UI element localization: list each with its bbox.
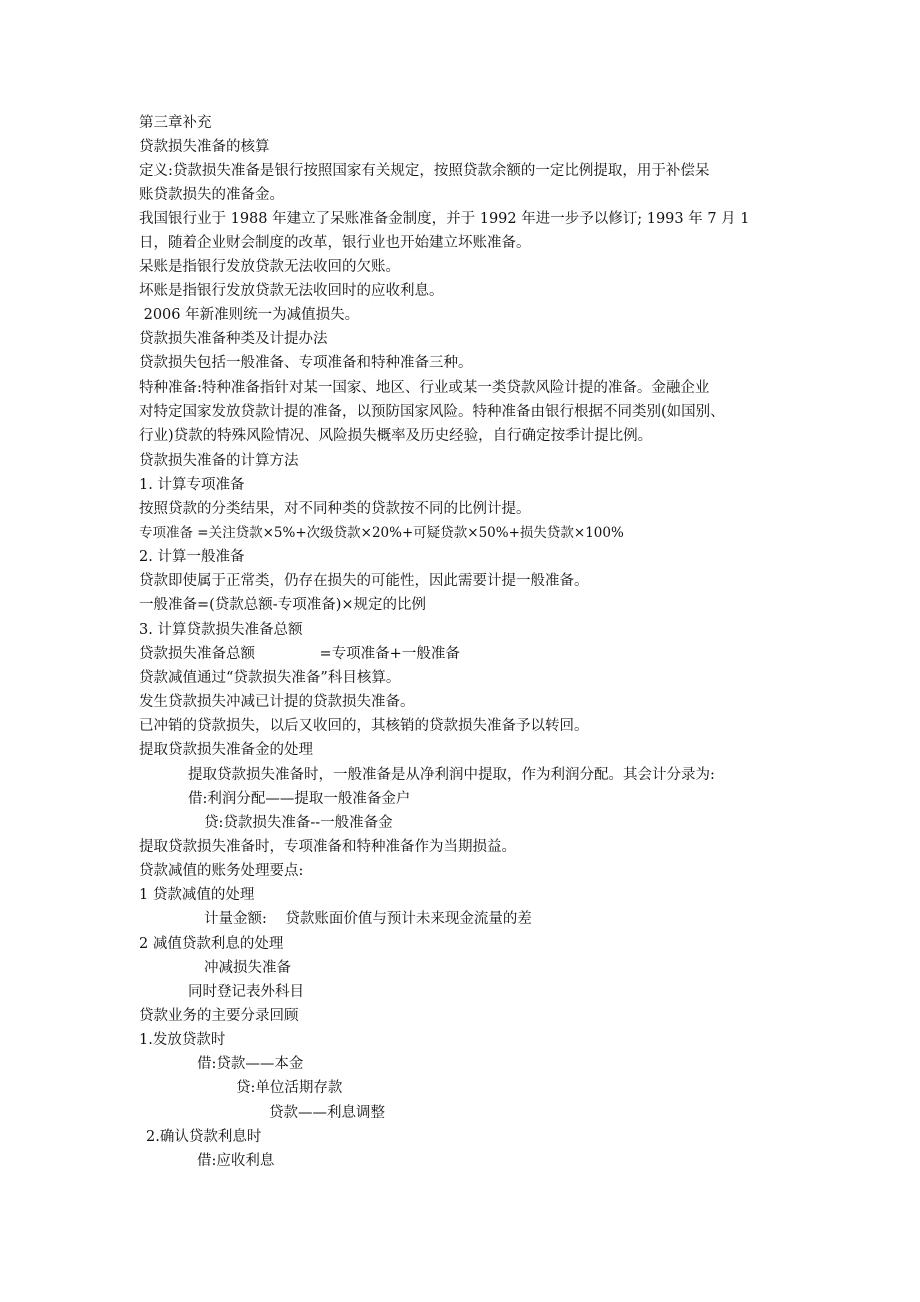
section-heading: 贷款损失准备的核算: [139, 139, 270, 155]
subsection-heading: 2. 计算一般准备: [139, 549, 245, 565]
paragraph-line: 按照贷款的分类结果，对不同种类的贷款按不同的比例计提。: [139, 501, 531, 517]
journal-credit-line: 贷:贷款损失准备--一般准备金: [204, 815, 393, 831]
formula-line: 贷款损失准备总额 =专项准备+一般准备: [139, 646, 460, 662]
journal-debit-line: 借:应收利息: [197, 1153, 275, 1169]
paragraph-line: 行业)贷款的特殊风险情况、风险损失概率及历史经验，自行确定按季计提比例。: [139, 428, 653, 444]
paragraph-line: 冲减损失准备: [204, 960, 291, 976]
journal-credit-line: 贷:单位活期存款: [236, 1080, 343, 1096]
section-heading: 提取贷款损失准备金的处理: [139, 742, 313, 758]
section-heading: 贷款损失准备种类及计提办法: [139, 331, 328, 347]
subsection-heading: 2 减值贷款利息的处理: [139, 936, 284, 952]
paragraph-line: 提取贷款损失准备时，专项准备和特种准备作为当期损益。: [139, 839, 516, 855]
journal-debit-line: 借:利润分配——提取一般准备金户: [188, 791, 411, 807]
paragraph-line: 坏账是指银行发放贷款无法收回时的应收利息。: [139, 283, 444, 299]
formula-line: 一般准备=(贷款总额-专项准备)×规定的比例: [139, 597, 427, 613]
subsection-heading: 2.确认贷款利息时: [146, 1129, 262, 1145]
section-heading: 贷款减值的账务处理要点:: [139, 863, 304, 879]
paragraph-line: 账贷款损失的准备金。: [139, 187, 284, 203]
subsection-heading: 1.发放贷款时: [139, 1032, 226, 1048]
subsection-heading: 3. 计算贷款损失准备总额: [139, 622, 303, 638]
paragraph-line: 贷款减值通过“贷款损失准备”科目核算。: [139, 670, 401, 686]
paragraph-line: 对特定国家发放贷款计提的准备，以预防国家风险。特种准备由银行根据不同类别(如国别、: [139, 404, 725, 420]
formula-line: 专项准备 =关注贷款×5%+次级贷款×20%+可疑贷款×50%+损失贷款×100%: [139, 525, 624, 541]
paragraph-line: 贷款即使属于正常类，仍存在损失的可能性，因此需要计提一般准备。: [139, 573, 589, 589]
section-heading: 贷款损失准备的计算方法: [139, 453, 299, 469]
journal-credit-line: 贷款——利息调整: [269, 1105, 385, 1121]
paragraph-line: 定义:贷款损失准备是银行按照国家有关规定，按照贷款余额的一定比例提取，用于补偿呆: [139, 163, 710, 179]
journal-debit-line: 借:贷款——本金: [197, 1056, 304, 1072]
paragraph-line: 已冲销的贷款损失，以后又收回的，其核销的贷款损失准备予以转回。: [139, 718, 589, 734]
paragraph-line: 提取贷款损失准备时，一般准备是从净利润中提取，作为利润分配。其会计分录为:: [188, 767, 715, 783]
paragraph-line: 2006 年新准则统一为减值损失。: [139, 307, 360, 323]
paragraph-line: 计量金额: 贷款账面价值与预计未来现金流量的差: [204, 911, 532, 927]
chapter-title: 第三章补充: [139, 115, 212, 131]
paragraph-line: 同时登记表外科目: [188, 984, 304, 1000]
subsection-heading: 1. 计算专项准备: [139, 477, 245, 493]
paragraph-line: 我国银行业于 1988 年建立了呆账准备金制度，并于 1992 年进一步予以修订; 1993 年 7 月 1: [139, 211, 750, 227]
paragraph-line: 贷款损失包括一般准备、专项准备和特种准备三种。: [139, 355, 473, 371]
paragraph-line: 特种准备:特种准备指针对某一国家、地区、行业或某一类贷款风险计提的准备。金融企业: [139, 380, 710, 396]
paragraph-line: 发生贷款损失冲减已计提的贷款损失准备。: [139, 694, 415, 710]
paragraph-line: 呆账是指银行发放贷款无法收回的欠账。: [139, 259, 400, 275]
section-heading: 贷款业务的主要分录回顾: [139, 1008, 299, 1024]
subsection-heading: 1 贷款减值的处理: [139, 887, 255, 903]
paragraph-line: 日，随着企业财会制度的改革，银行业也开始建立坏账准备。: [139, 235, 531, 251]
